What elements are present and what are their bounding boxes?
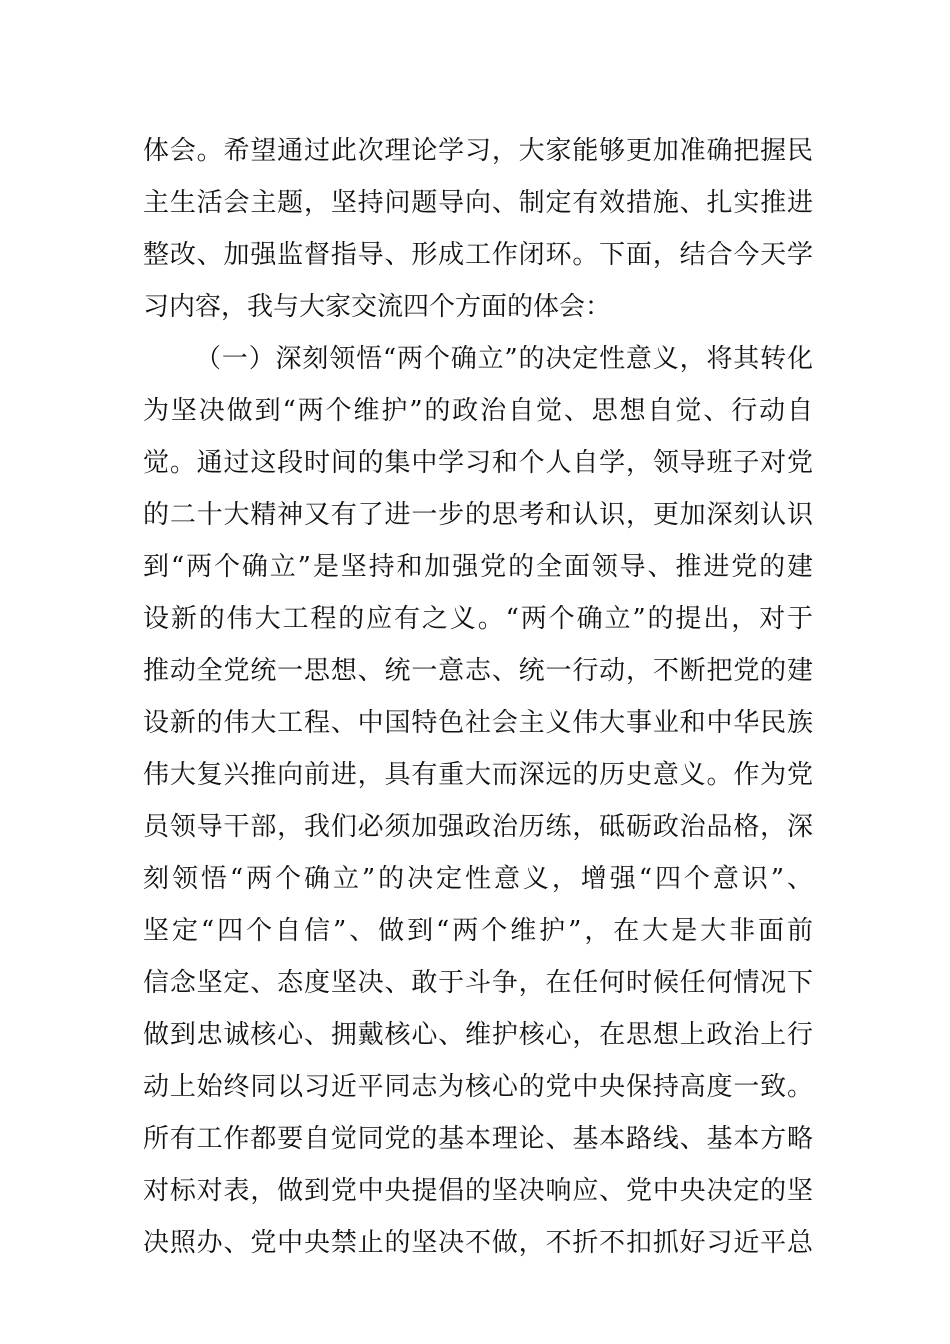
text-line: 坚定“四个自信”、做到“两个维护”，在大是大非面前 [143, 916, 813, 946]
text-line: 整改、加强监督指导、形成工作闭环。下面，结合今天学 [143, 240, 813, 270]
text-line: 刻领悟“两个确立”的决定性意义，增强“四个意识”、 [143, 864, 813, 894]
text-line: 为坚决做到“两个维护”的政治自觉、思想自觉、行动自 [143, 396, 813, 426]
text-line: 体会。希望通过此次理论学习，大家能够更加准确把握民 [143, 136, 813, 166]
text-line: 习内容，我与大家交流四个方面的体会： [143, 292, 612, 322]
text-line: 设新的伟大工程、中国特色社会主义伟大事业和中华民族 [143, 708, 813, 738]
section-heading-line: （一）深刻领悟“两个确立”的决定性意义，将其转化 [195, 344, 813, 374]
text-line: 决照办、党中央禁止的坚决不做，不折不扣抓好习近平总 [143, 1228, 813, 1258]
text-line: 做到忠诚核心、拥戴核心、维护核心，在思想上政治上行 [143, 1020, 813, 1050]
text-line: 伟大复兴推向前进，具有重大而深远的历史意义。作为党 [143, 760, 813, 790]
text-line: 主生活会主题，坚持问题导向、制定有效措施、扎实推进 [143, 188, 813, 218]
text-line: 所有工作都要自觉同党的基本理论、基本路线、基本方略 [143, 1124, 813, 1154]
text-line: 信念坚定、态度坚决、敢于斗争，在任何时候任何情况下 [143, 968, 813, 998]
text-line: 动上始终同以习近平同志为核心的党中央保持高度一致。 [143, 1072, 813, 1102]
text-line: 的二十大精神又有了进一步的思考和认识，更加深刻认识 [143, 500, 813, 530]
text-line: 对标对表，做到党中央提倡的坚决响应、党中央决定的坚 [143, 1176, 813, 1206]
text-line: 到“两个确立”是坚持和加强党的全面领导、推进党的建 [143, 552, 813, 582]
text-line: 觉。通过这段时间的集中学习和个人自学，领导班子对党 [143, 448, 813, 478]
text-line: 推动全党统一思想、统一意志、统一行动，不断把党的建 [143, 656, 813, 686]
text-line: 员领导干部，我们必须加强政治历练，砥砺政治品格，深 [143, 812, 813, 842]
text-line: 设新的伟大工程的应有之义。“两个确立”的提出，对于 [143, 604, 813, 634]
